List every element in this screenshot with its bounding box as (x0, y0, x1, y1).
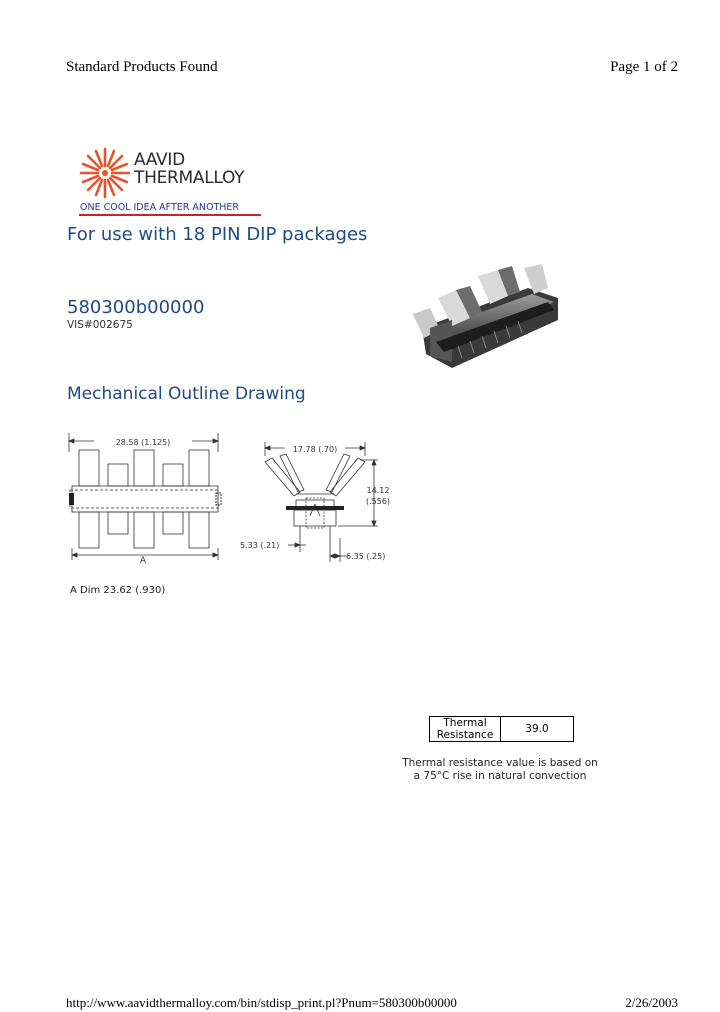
thermal-note-line-2: a 75°C rise in natural convection (413, 770, 587, 782)
product-photo (408, 258, 573, 380)
side-right-label: 6.35 (.25) (346, 552, 386, 561)
product-subtitle: For use with 18 PIN DIP packages (67, 224, 368, 245)
front-view-drawing (64, 430, 230, 570)
side-height-label-2: (.556) (365, 497, 390, 506)
section-title: Mechanical Outline Drawing (67, 384, 306, 404)
logo-wordmark (134, 151, 244, 187)
side-left-label: 5.33 (.21) (240, 541, 280, 550)
side-height-label-1: 14.12 (366, 486, 390, 495)
thermal-note-line-1: Thermal resistance value is based on (402, 757, 598, 769)
front-width-label: 28.58 (1.125) (115, 438, 171, 447)
logo-line-2: THERMALLOY (134, 168, 245, 188)
logo-tagline: ONE COOL IDEA AFTER ANOTHER (80, 202, 239, 213)
a-dim-label: A Dim 23.62 (.930) (70, 585, 166, 596)
footer-date: 2/26/2003 (625, 995, 678, 1010)
logo-rule (79, 214, 261, 216)
part-number: 580300b00000 (67, 297, 205, 318)
thermal-value: 39.0 (501, 717, 574, 742)
thermal-note (400, 757, 600, 783)
thermal-label (430, 717, 501, 742)
aavid-burst-logo-icon (78, 146, 132, 200)
side-width-label: 17.78 (.70) (292, 445, 338, 454)
front-a-label: A (139, 556, 147, 566)
side-view-drawing (240, 438, 390, 566)
thermal-table (429, 716, 574, 742)
vis-number: VIS#002675 (67, 319, 133, 331)
logo-line-1: AAVID (134, 150, 185, 170)
thermal-label-line-2: Resistance (436, 729, 494, 741)
footer-url[interactable]: http://www.aavidthermalloy.com/bin/stdisp_print.pl?Pnum=580300b00000 (66, 995, 457, 1010)
header-title: Standard Products Found (66, 59, 218, 75)
thermal-label-line-1: Thermal (443, 717, 487, 729)
page-indicator: Page 1 of 2 (610, 59, 678, 75)
